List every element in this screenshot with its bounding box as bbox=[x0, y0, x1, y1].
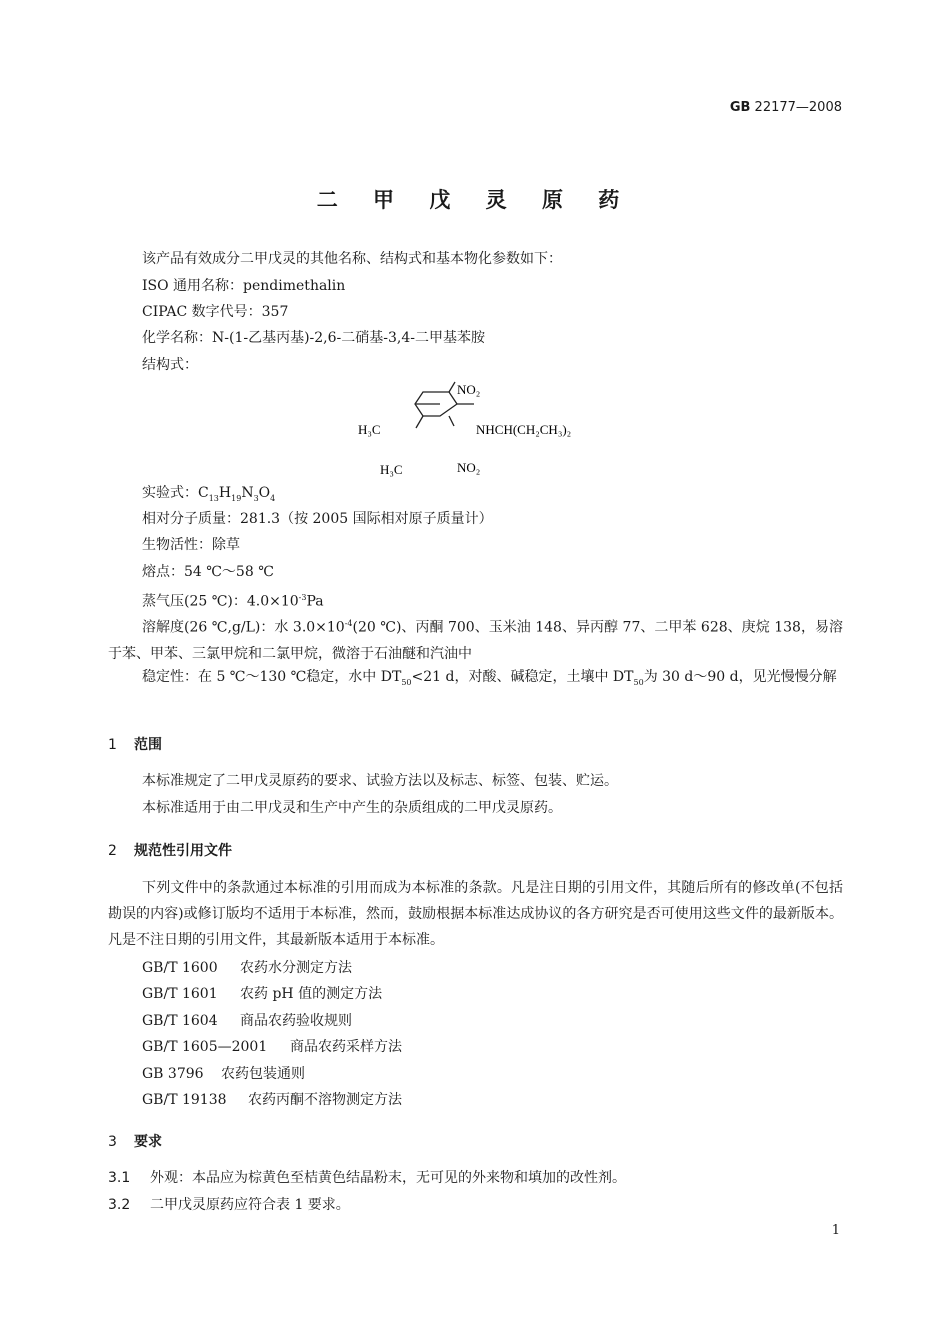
reference-item: GB/T 1605—2001 商品农药采样方法 bbox=[142, 1039, 402, 1055]
iso-name: ISO 通用名称：pendimethalin bbox=[142, 278, 346, 294]
page-title: 二 甲 戊 灵 原 药 bbox=[316, 188, 634, 212]
nitro-top: NO₂ bbox=[457, 382, 481, 397]
section-1-p1: 本标准规定了二甲戊灵原药的要求、试验方法以及标志、标签、包装、贮运。 bbox=[142, 773, 618, 789]
section-2-heading: 2 规范性引用文件 bbox=[108, 843, 232, 859]
reference-item: GB/T 19138 农药丙酮不溶物测定方法 bbox=[142, 1092, 402, 1108]
melting-point: 熔点：54 ℃～58 ℃ bbox=[142, 564, 274, 580]
section-1-p2: 本标准适用于由二甲戊灵和生产中产生的杂质组成的二甲戊灵原药。 bbox=[142, 800, 562, 816]
solubility: 溶解度(26 ℃,g/L)：水 $3.0\times 10^{-4}(20$ ℃)、丙酮 700、玉米油 148、异丙醇 77、二甲苯 628、庚烷 138，易溶于苯、甲苯、三氯甲烷和二氯甲烷，微溶于石油醚和汽油中 bbox=[108, 619, 843, 662]
molecular-mass: 相对分子质量：281.3（按 2005 国际相对原子质量计） bbox=[142, 511, 493, 527]
intro-lead: 该产品有效成分二甲戊灵的其他名称、结构式和基本物化参数如下： bbox=[142, 251, 562, 267]
section-2-p1: 下列文件中的条款通过本标准的引用而成为本标准的条款。凡是注日期的引用文件，其随后所有的修改单(不包括勘误的内容)或修订版均不适用于本标准，然而，鼓励根据本标准达成协议的各方研究是否可使用这些文件的最新版本。凡是不注日期的引用文件，其最新版本适用于本标准。 bbox=[108, 880, 843, 948]
formula: 实验式：$C_{13}H_{19}N_3O_4$ bbox=[142, 485, 276, 503]
standard-code: GB 22177—2008 bbox=[729, 100, 842, 115]
page-number: 1 bbox=[831, 1223, 840, 1238]
reference-item: GB/T 1600 农药水分测定方法 bbox=[142, 960, 352, 976]
clause-3-1: 3.1 外观：本品应为棕黄色至桔黄色结晶粉末，无可见的外来物和填加的改性剂。 bbox=[108, 1170, 626, 1186]
cipac-code: CIPAC 数字代号：357 bbox=[142, 304, 289, 320]
section-1-heading: 1 范围 bbox=[108, 737, 162, 753]
section-3-heading: 3 要求 bbox=[108, 1134, 162, 1150]
amine-group: NHCH(CH₂CH₃)₂ bbox=[476, 422, 572, 437]
structure-label: 结构式： bbox=[142, 357, 198, 373]
stability: 稳定性：在 5 ℃～130 ℃稳定，水中 $DT_{50}<21$ d，对酸、碱稳定，土壤中 $DT_{50}$为 30 d～90 d，见光慢慢分解 bbox=[142, 669, 837, 687]
vapor-pressure: 蒸气压(25 ℃)：$4.0\times 10^{-3}Pa$ bbox=[142, 593, 324, 610]
methyl-left: H₃C bbox=[358, 422, 381, 437]
reference-item: GB/T 1604 商品农药验收规则 bbox=[142, 1013, 352, 1029]
chemical-name: 化学名称：N-(1-乙基丙基)-2,6-二硝基-3,4-二甲基苯胺 bbox=[142, 330, 485, 346]
nitro-bottom: NO₂ bbox=[457, 460, 481, 475]
structural-formula bbox=[350, 376, 610, 480]
methyl-bottom-left: H₃C bbox=[380, 462, 403, 477]
clause-3-2: 3.2 二甲戊灵原药应符合表 1 要求。 bbox=[108, 1197, 350, 1213]
reference-item: GB 3796 农药包装通则 bbox=[142, 1066, 305, 1082]
bio-activity: 生物活性：除草 bbox=[142, 537, 240, 553]
reference-item: GB/T 1601 农药 pH 值的测定方法 bbox=[142, 986, 383, 1002]
